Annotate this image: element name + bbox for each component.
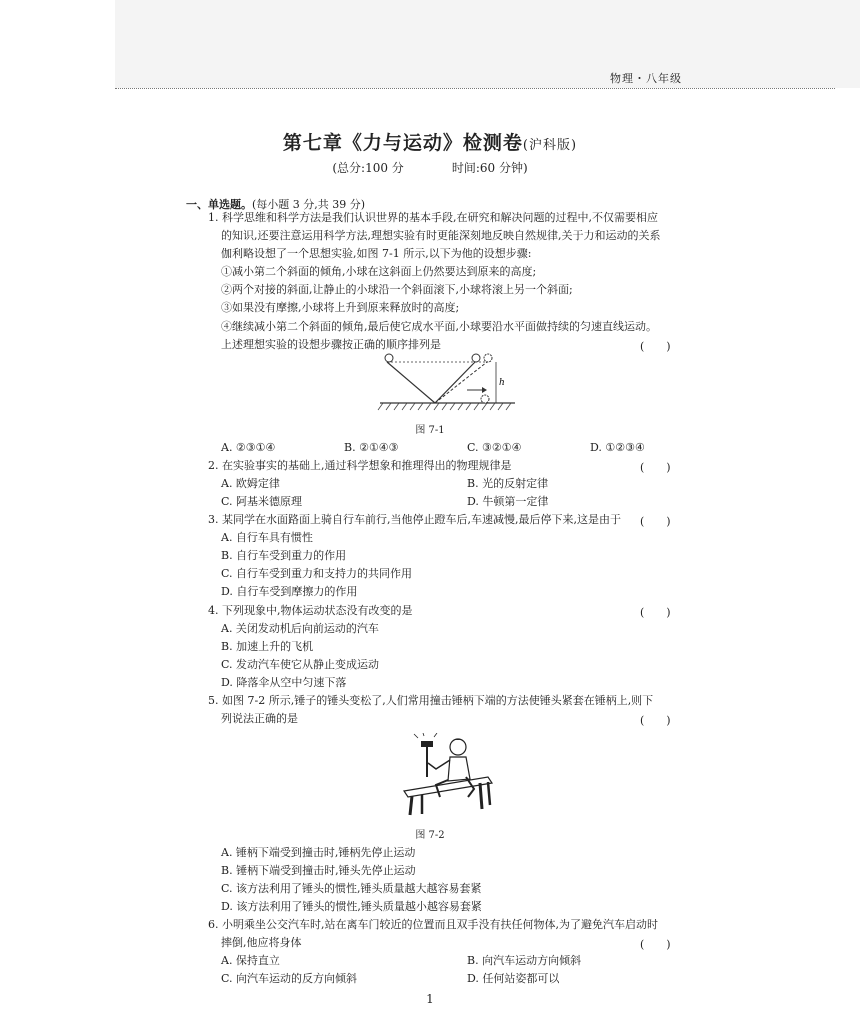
header-band	[115, 0, 860, 88]
figure-7-1-caption: 图 7-1	[415, 425, 445, 436]
q4-stem: 4. 下列现象中,物体运动状态没有改变的是	[208, 604, 413, 617]
q2-option-a: A. 欧姆定律	[221, 477, 280, 490]
q5-option-c: C. 该方法利用了锤头的惯性,锤头质量越大越容易套紧	[221, 882, 482, 895]
q3-option-a: A. 自行车具有惯性	[221, 531, 313, 544]
q1-answer-paren: ( )	[640, 340, 671, 353]
q4-option-c: C. 发动汽车使它从静止变成运动	[221, 658, 380, 671]
q4-option-a: A. 关闭发动机后向前运动的汽车	[221, 622, 379, 635]
q2-answer-paren: ( )	[640, 461, 671, 474]
q5-option-b: B. 锤柄下端受到撞击时,锤头先停止运动	[221, 864, 416, 877]
q5-line-2: 列说法正确的是	[221, 712, 298, 725]
page-number: 1	[426, 992, 434, 1006]
q6-option-c: C. 向汽车运动的反方向倾斜	[221, 972, 358, 985]
q1-option-c: C. ③②①④	[467, 441, 522, 454]
q4-answer-paren: ( )	[640, 606, 671, 619]
q5-line-1: 5. 如图 7-2 所示,锤子的锤头变松了,人们常用撞击锤柄下端的方法使锤头紧套在锤柄上,则下	[208, 694, 654, 707]
q6-line-1: 6. 小明乘坐公交汽车时,站在离车门较近的位置而且双手没有扶任何物体,为了避免汽车启动时	[208, 918, 658, 931]
fig-height-label: h	[499, 378, 505, 388]
figure-7-2-caption: 图 7-2	[415, 830, 445, 841]
q1-line-4: ①减小第二个斜面的倾角,小球在这斜面上仍然要达到原来的高度;	[221, 265, 537, 278]
header-subject: 物理・八年级	[610, 72, 682, 85]
q6-option-d: D. 任何站姿都可以	[467, 972, 560, 985]
time-limit: 时间:60 分钟)	[451, 161, 528, 175]
q2-option-c: C. 阿基米德原理	[221, 495, 303, 508]
q1-line-7: ④继续减小第二个斜面的倾角,最后使它成水平面,小球要沿水平面做持续的匀速直线运动。	[221, 320, 657, 333]
q3-option-c: C. 自行车受到重力和支持力的共同作用	[221, 567, 413, 580]
section-note: (每小题 3 分,共 39 分)	[252, 198, 366, 211]
q2-option-b: B. 光的反射定律	[467, 477, 549, 490]
score-line	[0, 159, 860, 176]
q1-line-2: 的知识,还要注意运用科学方法,理想实验有时更能深刻地反映自然规律,关于力和运动的关系	[221, 229, 661, 242]
section-heading	[186, 196, 365, 212]
q1-line-1: 1. 科学思维和科学方法是我们认识世界的基本手段,在研究和解决问题的过程中,不仅需要相应	[208, 211, 658, 224]
q1-option-b: B. ②①④③	[344, 441, 399, 454]
q6-answer-paren: ( )	[640, 938, 671, 951]
q3-option-b: B. 自行车受到重力的作用	[221, 549, 347, 562]
q4-option-b: B. 加速上升的飞机	[221, 640, 314, 653]
q5-answer-paren: ( )	[640, 714, 671, 727]
page-title	[0, 128, 860, 155]
q1-line-3: 伽利略设想了一个思想实验,如图 7-1 所示,以下为他的设想步骤:	[221, 247, 532, 260]
figure-7-1-inclines	[375, 352, 520, 414]
q6-line-2: 摔倒,他应将身体	[221, 936, 302, 949]
q3-stem: 3. 某同学在水面路面上骑自行车前行,当他停止蹬车后,车速减慢,最后停下来,这是由于	[208, 513, 621, 526]
q5-option-d: D. 该方法利用了锤头的惯性,锤头质量越小越容易套紧	[221, 900, 482, 913]
q6-option-a: A. 保持直立	[221, 954, 280, 967]
title-main: 第七章《力与运动》检测卷	[282, 132, 523, 154]
q5-option-a: A. 锤柄下端受到撞击时,锤柄先停止运动	[221, 846, 416, 859]
q3-option-d: D. 自行车受到摩擦力的作用	[221, 585, 358, 598]
header-divider	[115, 88, 835, 89]
total-score: (总分:100 分	[332, 161, 404, 175]
q1-option-a: A. ②③①④	[221, 441, 276, 454]
q3-answer-paren: ( )	[640, 515, 671, 528]
q1-line-6: ③如果没有摩擦,小球将上升到原来释放时的高度;	[221, 301, 460, 314]
figure-7-2-hammer-illustration	[400, 733, 495, 818]
q2-stem: 2. 在实验事实的基础上,通过科学想象和推理得出的物理规律是	[208, 459, 512, 472]
q2-option-d: D. 牛顿第一定律	[467, 495, 549, 508]
q4-option-d: D. 降落伞从空中匀速下落	[221, 676, 347, 689]
q6-option-b: B. 向汽车运动方向倾斜	[467, 954, 582, 967]
section-name: 一、单选题。	[186, 198, 252, 211]
q1-option-d: D. ①②③④	[590, 441, 645, 454]
q1-line-8: 上述理想实验的设想步骤按正确的顺序排列是	[221, 338, 441, 351]
q1-line-5: ②两个对接的斜面,让静止的小球沿一个斜面滚下,小球将滚上另一个斜面;	[221, 283, 573, 296]
title-edition: (沪科版)	[522, 138, 578, 153]
